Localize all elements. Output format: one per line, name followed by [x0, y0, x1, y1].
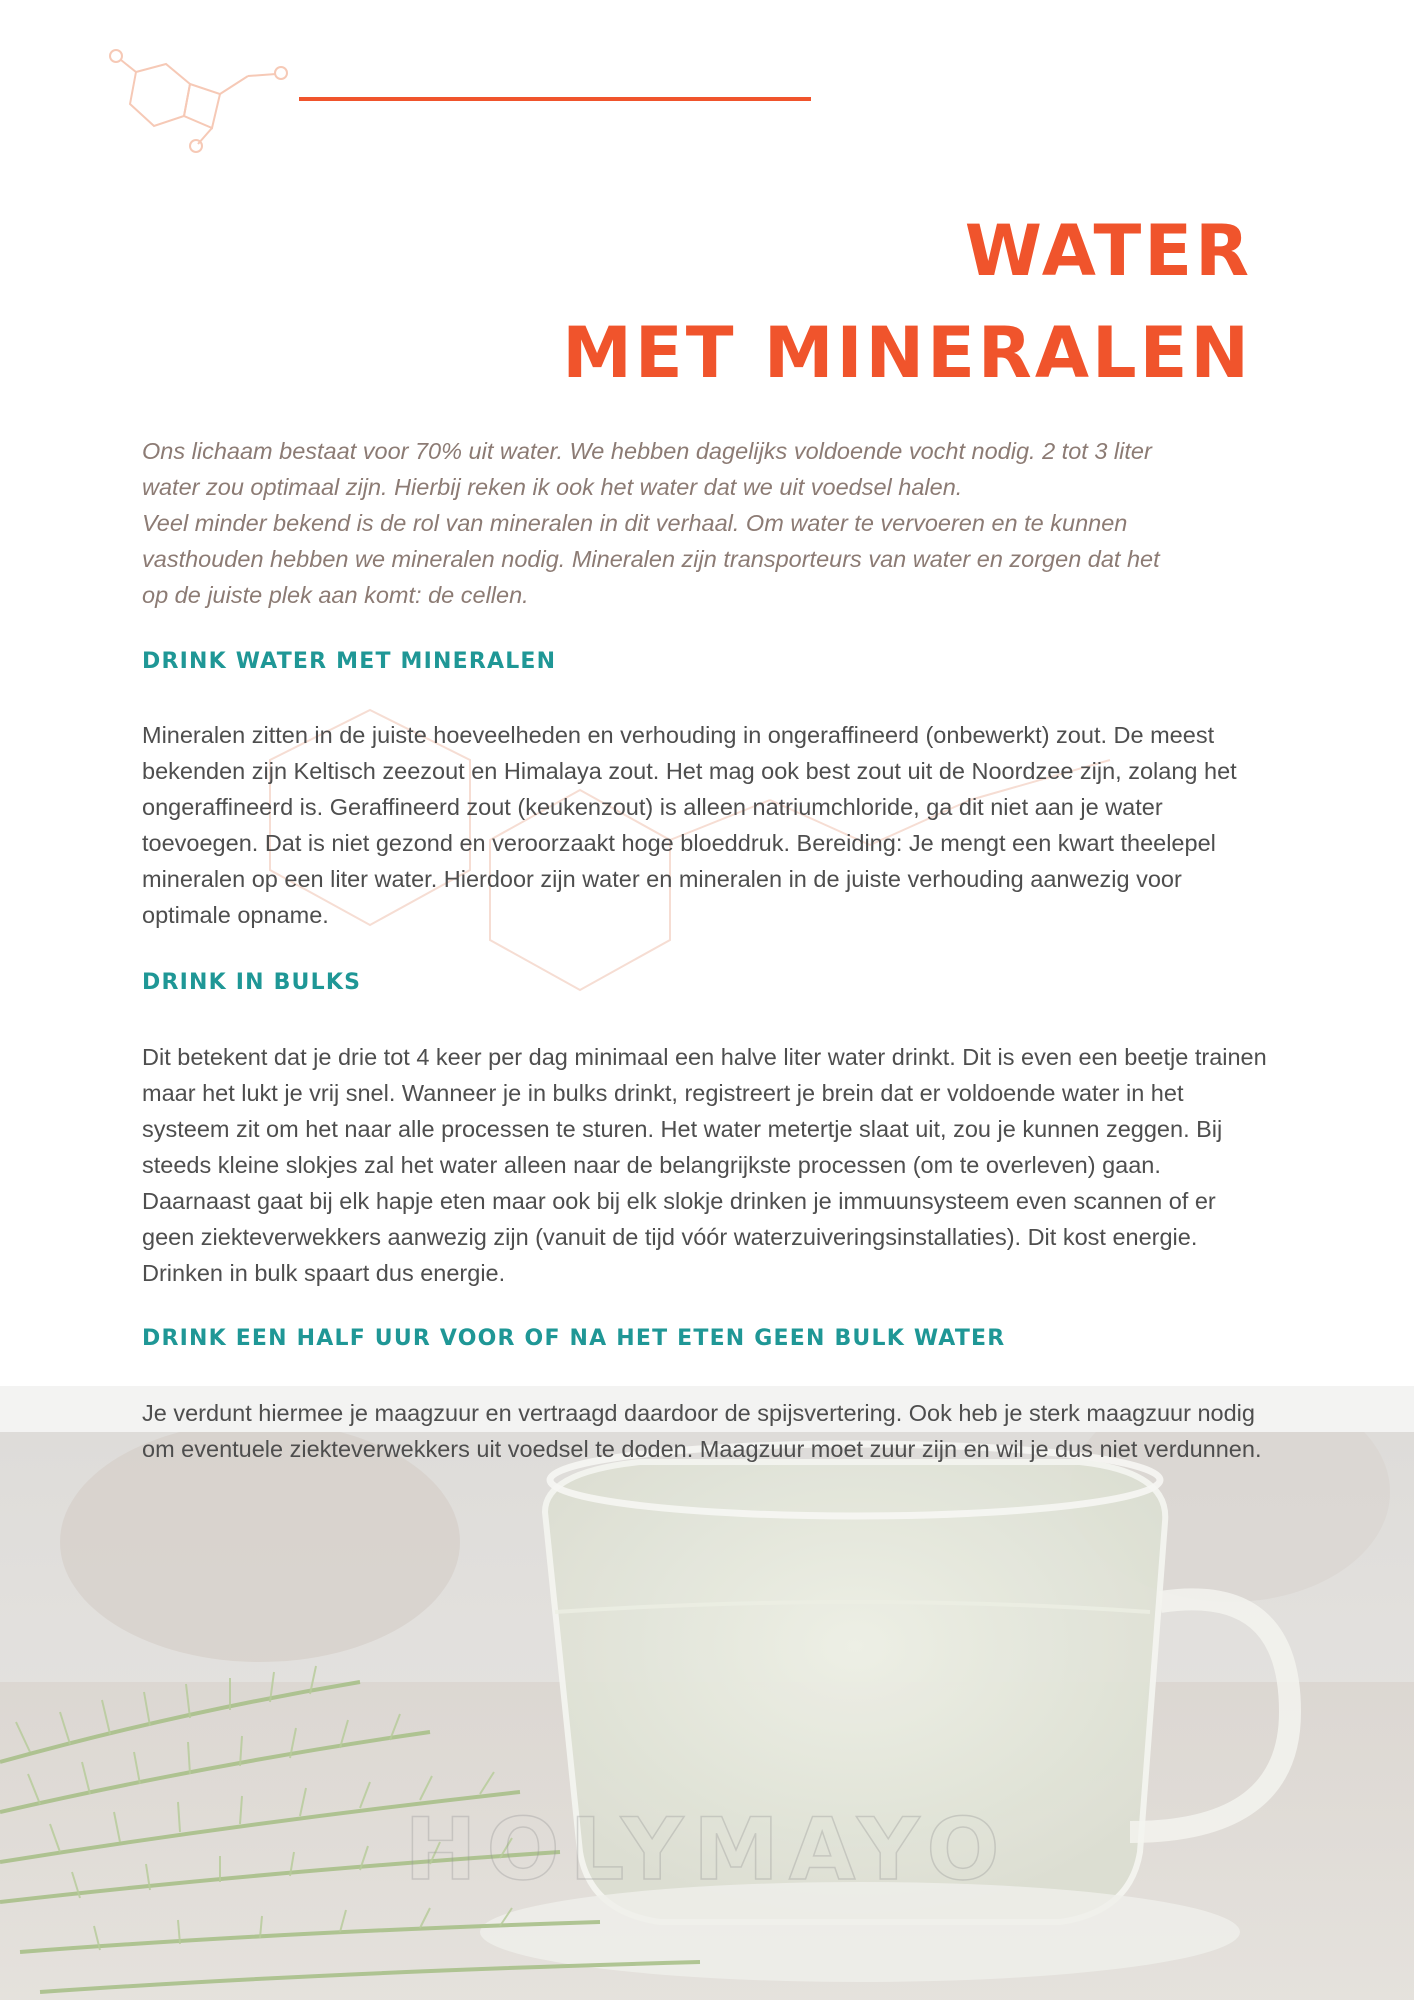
header-rule	[299, 97, 811, 101]
intro-line: vasthouden hebben we mineralen nodig. Mineralen zijn transporteurs van water en zorgen dat het	[142, 546, 1160, 572]
intro-line: op de juiste plek aan komt: de cellen.	[142, 582, 529, 608]
section-heading-minerals: DRINK WATER MET MINERALEN	[142, 649, 557, 674]
intro-line: Veel minder bekend is de rol van mineralen in dit verhaal. Om water te vervoeren en te kunnen	[142, 510, 1128, 536]
section-body-minerals: Mineralen zitten in de juiste hoeveelheden en verhouding in ongeraffineerd (onbewerkt) zout. De meest bekenden zijn Keltisch zeezout en Himalaya zout. Het mag ook best zout uit de Noordzee zijn, zolang het ongeraffineerd is. Geraffineerd zout (keukenzout) is alleen natriumchloride, ga dit niet aan je water toevoegen. Dat is niet gezond en veroorzaakt hoge bloeddruk. Bereiding: Je mengt een kwart theelepel mineralen op een liter water. Hierdoor zijn water en mineralen in de juiste verhouding aanwezig voor optimale opname.	[142, 722, 1237, 928]
molecule-logo	[108, 44, 288, 154]
intro-line: water zou optimaal zijn. Hierbij reken ik ook het water dat we uit voedsel halen.	[142, 474, 963, 500]
background-photo	[0, 1432, 1414, 2000]
intro-line: Ons lichaam bestaat voor 70% uit water. We hebben dagelijks voldoende vocht nodig. 2 tot 3 liter	[142, 438, 1152, 464]
holymayo-watermark: HOLYMAYO	[404, 1800, 1010, 1900]
title-line-1: WATER	[964, 210, 1252, 292]
page-title	[562, 200, 1252, 404]
intro-paragraph	[142, 433, 1272, 613]
section-body-bulks: Dit betekent dat je drie tot 4 keer per dag minimaal een halve liter water drinkt. Dit is even een beetje trainen maar het lukt je vrij snel. Wanneer je in bulks drinkt, registreert je brein dat er voldoende water in het systeem zit om het naar alle processen te sturen. Het water metertje slaat uit, zou je kunnen zeggen. Bij steeds kleine slokjes zal het water alleen naar de belangrijkste processen (om te overleven) gaan. Daarnaast gaat bij elk hapje eten maar ook bij elk slokje drinken je immuunsysteem even scannen of er geen ziekteverwekkers aanwezig zijn (vanuit de tijd vóór waterzuiveringsinstallaties). Dit kost energie. Drinken in bulk spaart dus energie.	[142, 1044, 1267, 1286]
section-heading-bulks: DRINK IN BULKS	[142, 970, 362, 995]
section-body-meal-timing: Je verdunt hiermee je maagzuur en vertraagd daardoor de spijsvertering. Ook heb je sterk maagzuur nodig om eventuele ziekteverwekkers uit voedsel te doden. Maagzuur moet zuur zijn en wil je dus niet verdunnen.	[142, 1400, 1262, 1462]
title-line-2: MET MINERALEN	[562, 312, 1252, 394]
photo-illustration	[0, 1432, 1414, 2000]
section-heading-meal-timing: DRINK EEN HALF UUR VOOR OF NA HET ETEN GEEN BULK WATER	[142, 1326, 1006, 1351]
